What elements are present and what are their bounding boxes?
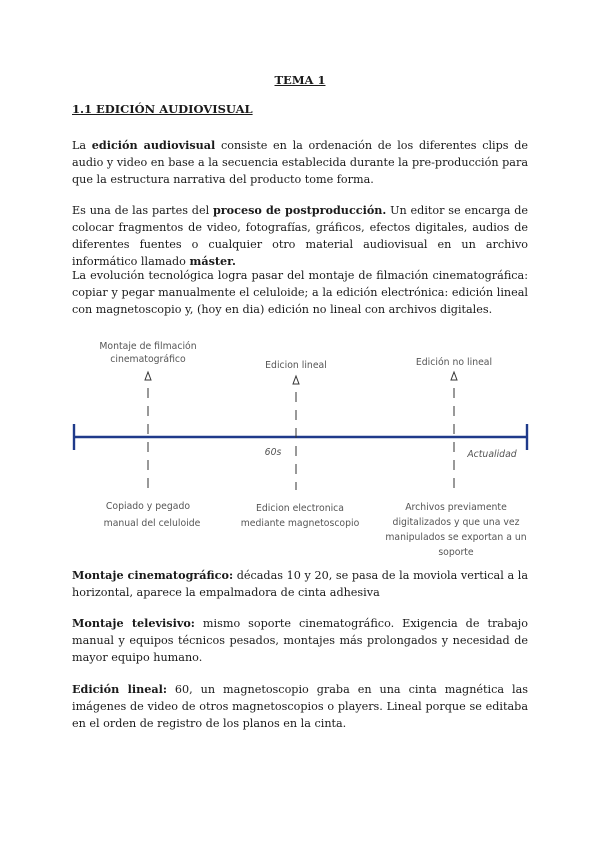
arrow-up-icon: [293, 376, 299, 384]
label-magnetoscopio: mediante magnetoscopio: [240, 518, 360, 529]
label-digital: Archivos previamente: [405, 502, 507, 513]
bold-term: máster.: [189, 254, 236, 268]
paragraph-evolution: La evolución tecnológica logra pasar del montaje de filmación cinematográfica: copiar y pegar manualmente el celuloide; a la edición electrónica: edición lineal con magnetoscopio y, (hoy en dia) edición no lineal con archivos digitales.: [72, 269, 528, 316]
bold-term: proceso de postproducción.: [212, 203, 387, 217]
paragraph-definition: La edición audiovisual consiste en la ordenación de los diferentes clips de audio y video en base a la secuencia establecida durante la pre-producción para que la estructura narrativa del producto tome forma.: [72, 138, 528, 186]
label-60s: 60s: [264, 447, 282, 458]
definition-edicion-lineal: Edición lineal: 60, un magnetoscopio graba en una cinta magnética las imágenes de video de otros magnetoscopios o players. Lineal porque se editaba en el orden de registro de los planos en la cinta.: [72, 682, 528, 730]
label-celuloide: manual del celuloide: [103, 518, 201, 529]
label-montaje: cinematográfico: [110, 354, 186, 365]
page-title: TEMA 1: [274, 73, 326, 87]
paragraph-postproduction: Es una de las partes del proceso de postproducción. Un editor se encarga de colocar fragmentos de video, fotografías, gráficos, efectos digitales, audios de diferentes fuentes o cualquier otro material audiovisual en un archivo informático llamado máster.: [72, 203, 528, 268]
label-digital: digitalizados y que una vez: [392, 517, 520, 528]
definition-montaje-cinematografico: Montaje cinematográfico: décadas 10 y 20, se pasa de la moviola vertical a la horizontal, aparece la empalmadora de cinta adhesiva: [72, 568, 528, 599]
bold-term: Montaje televisivo:: [72, 616, 195, 630]
label-magnetoscopio: Edicion electronica: [256, 503, 344, 514]
label-actualidad: Actualidad: [467, 449, 517, 460]
label-edicion-no-lineal: Edición no lineal: [415, 357, 493, 368]
arrow-up-icon: [145, 372, 151, 380]
label-celuloide: Copiado y pegado: [105, 501, 191, 512]
label-digital: manipulados se exportan a un: [385, 532, 527, 543]
arrow-up-icon: [451, 372, 457, 380]
label-edicion-lineal: Edicion lineal: [265, 360, 327, 371]
bold-term: Edición lineal:: [72, 682, 167, 696]
bold-term: Montaje cinematográfico:: [72, 568, 234, 582]
timeline-diagram: [0, 330, 600, 565]
label-digital: soporte: [438, 547, 474, 558]
definition-montaje-televisivo: Montaje televisivo: mismo soporte cinematográfico. Exigencia de trabajo manual y equipos técnicos pesados, montajes más prolongados y necesidad de mayor equipo humano.: [72, 616, 528, 664]
bold-term: edición audiovisual: [91, 138, 216, 152]
label-montaje: Montaje de filmación: [99, 341, 197, 352]
section-heading: 1.1 EDICIÓN AUDIOVISUAL: [72, 102, 253, 116]
